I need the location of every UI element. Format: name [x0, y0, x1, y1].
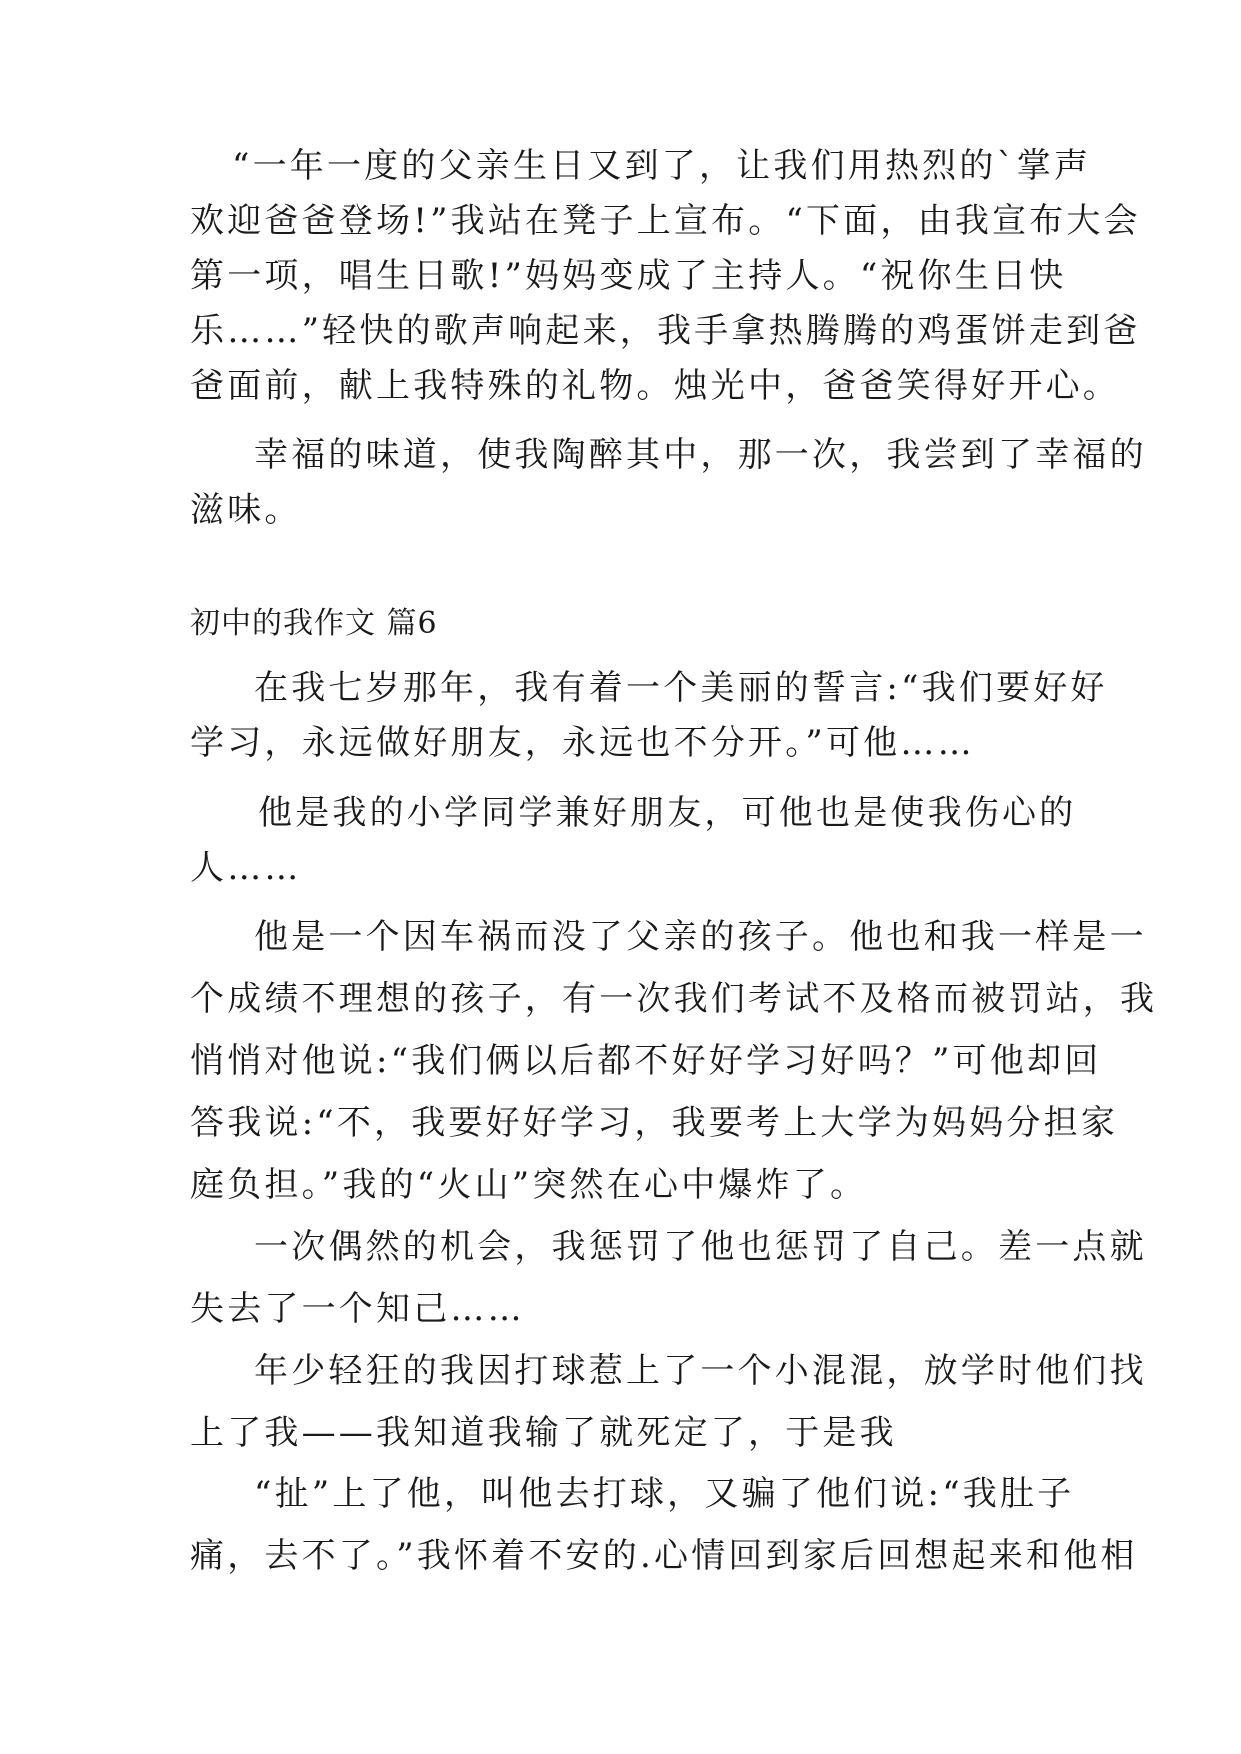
text-line: 庭负担。”我的“火山”突然在心中爆炸了。 [190, 1165, 868, 1205]
text-line: “一年一度的父亲生日又到了，让我们用热烈的`掌声 [232, 146, 1092, 186]
text-line: 滋味。 [190, 490, 302, 530]
text-line: 答我说:“不，我要好好学习，我要考上大学为妈妈分担家 [190, 1103, 1119, 1143]
text-line: 人…… [190, 848, 302, 888]
text-line: 第一项，唱生日歌!”妈妈变成了主持人。“祝你生日快 [190, 256, 1067, 296]
text-line: 上了我——我知道我输了就死定了，于是我 [190, 1413, 897, 1453]
text-line: 痛，去不了。”我怀着不安的.心情回到家后回想起来和他相 [190, 1536, 1138, 1576]
text-line: 他是一个因车祸而没了父亲的孩子。他也和我一样是一 [254, 917, 1147, 957]
text-line: 爸面前，献上我特殊的礼物。烛光中，爸爸笑得好开心。 [190, 366, 1120, 406]
section-heading: 初中的我作文 篇6 [190, 606, 438, 641]
text-line: 悄悄对他说:“我们俩以后都不好好学习好吗？”可他却回 [190, 1041, 1102, 1081]
text-line: 乐……”轻快的歌声响起来，我手拿热腾腾的鸡蛋饼走到爸 [190, 311, 1141, 351]
text-line: 欢迎爸爸登场!”我站在凳子上宣布。“下面，由我宣布大会 [190, 201, 1141, 241]
text-line: 个成绩不理想的孩子，有一次我们考试不及格而被罚站，我 [190, 979, 1158, 1019]
text-line: 一次偶然的机会，我惩罚了他也惩罚了自己。差一点就 [254, 1227, 1147, 1267]
text-line: 他是我的小学同学兼好朋友，可他也是使我伤心的 [258, 793, 1077, 833]
text-line: “扯”上了他，叫他去打球，又骗了他们说:“我肚子 [254, 1474, 1075, 1514]
text-line: 学习，永远做好朋友，永远也不分开。”可他…… [190, 723, 975, 763]
text-line: 年少轻狂的我因打球惹上了一个小混混，放学时他们找 [254, 1351, 1147, 1391]
text-line: 在我七岁那年，我有着一个美丽的誓言:“我们要好好 [254, 668, 1108, 708]
text-line: 幸福的味道，使我陶醉其中，那一次，我尝到了幸福的 [254, 435, 1147, 475]
text-line: 失去了一个知己…… [190, 1289, 525, 1329]
